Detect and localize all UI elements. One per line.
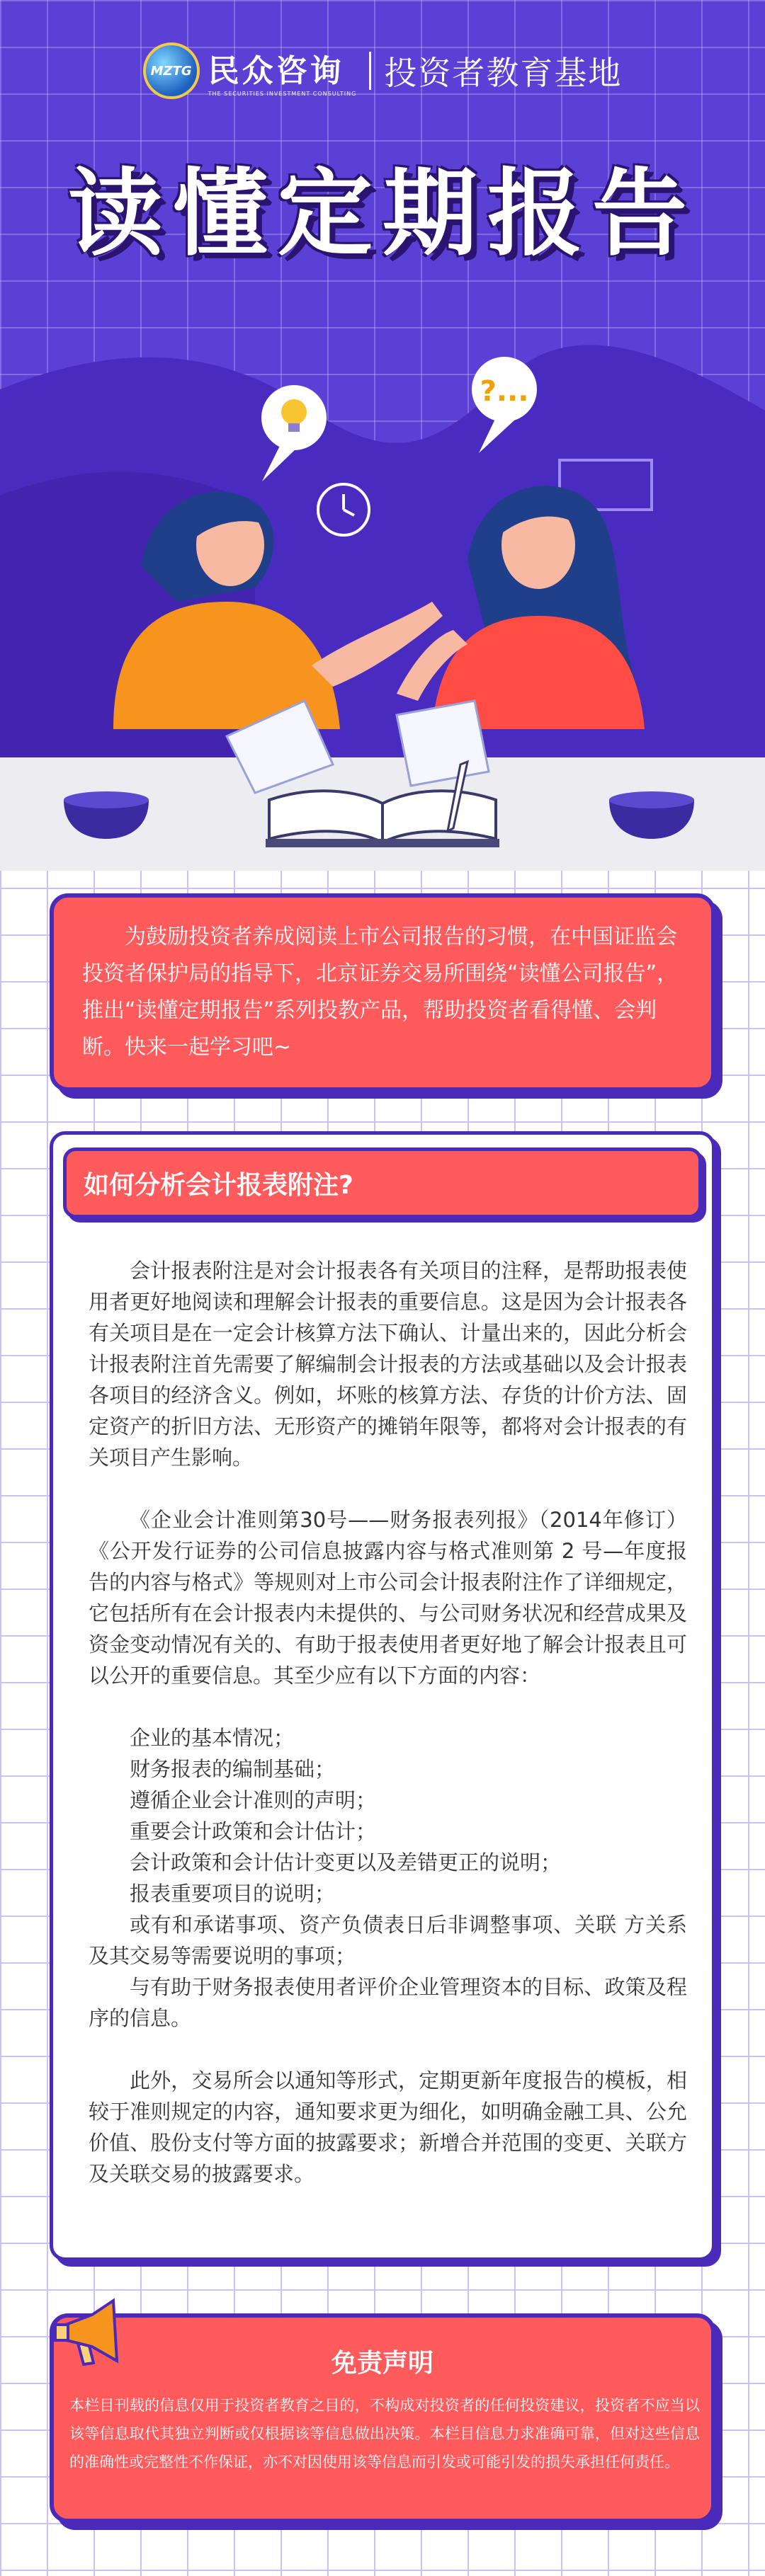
article-title: 如何分析会计报表附注? bbox=[84, 1170, 353, 1200]
logo-mark: MZTG bbox=[150, 63, 192, 79]
logo-globe-icon bbox=[143, 42, 200, 99]
brand-name: 民众咨询 bbox=[208, 52, 344, 89]
disclaimer-title: 免责声明 bbox=[331, 2349, 434, 2378]
list-item: 重要会计政策和会计估计； bbox=[130, 1819, 377, 1843]
article-paragraph-1: 会计报表附注是对会计报表各有关项目的注释，是帮助报表使用者更好地阅读和理解会计报表的重要信息。这是因为会计报表各有关项目是在一定会计核算方法下确认、计量出来的，因此分析会计报表附注首先需要了解编制会计报表的方法或基础以及会计报表各项目的经济含义。例如，坏账的核算方法、存货的计价方法、固定资产的折旧方法、无形资产的摊销年限等，都将对会计报表的有关项目产生影响。 bbox=[89, 1259, 687, 1470]
list-item: 会计政策和会计估计变更以及差错更正的说明； bbox=[130, 1850, 562, 1874]
article-body bbox=[89, 1255, 687, 2221]
paper-right bbox=[397, 701, 489, 786]
list-item: 遵循企业会计准则的声明； bbox=[130, 1788, 377, 1812]
intro-text: 为鼓励投资者养成阅读上市公司报告的习惯，在中国证监会投资者保护局的指导下，北京证券交易所围绕“读懂公司报告”，推出“读懂定期报告”系列投教产品，帮助投资者看得懂、会判断。快来一起学习吧~ bbox=[82, 925, 679, 1060]
page-title: 读懂定期报告 bbox=[67, 159, 697, 269]
hero-illustration bbox=[0, 333, 765, 871]
hero-banner bbox=[0, 0, 765, 871]
list-item: 财务报表的编制基础； bbox=[130, 1757, 336, 1781]
article-list bbox=[89, 1722, 687, 2034]
article-title-bar bbox=[63, 1147, 702, 1218]
brand-slogan: 投资者教育基地 bbox=[384, 54, 623, 92]
intro-card bbox=[50, 893, 715, 1092]
brand-logo bbox=[143, 42, 357, 99]
disclaimer-card bbox=[50, 2313, 715, 2523]
list-item: 报表重要项目的说明； bbox=[130, 1882, 336, 1906]
article-paragraph-2: 《企业会计准则第30号——财务报表列报》（2014年修订）《公开发行证券的公司信息披露内容与格式准则第 2 号—年度报告的内容与格式》等规则对上市公司会计报表附注作了详细规定，它包括所有在会计报表内未提供的、与公司财务状况和经营成果及资金变动情况有关的、有助于报表使用者更好地了解会计报表且可以公开的重要信息。其至少应有以下方面的内容： bbox=[89, 1508, 687, 1688]
list-item: 企业的基本情况； bbox=[130, 1726, 295, 1750]
article-paragraph-3: 此外，交易所会以通知等形式，定期更新年度报告的模板，相较于准则规定的内容，通知要求更为细化，如明确金融工具、公允价值、股份支付等方面的披露要求；新增合并范围的变更、关联方及关联交易的披露要求。 bbox=[89, 2068, 687, 2186]
bubble-question-text: ?... bbox=[480, 375, 529, 408]
disclaimer-text: 本栏目刊载的信息仅用于投资者教育之目的，不构成对投资者的任何投资建议，投资者不应当以该等信息取代其独立判断或仅根据该等信息做出决策。本栏目信息力求准确可靠，但对这些信息的准确性或完整性不作保证，亦不对因使用该等信息而引发或可能引发的损失承担任何责任。 bbox=[69, 2397, 700, 2471]
list-item: 与有助于财务报表使用者评价企业管理资本的目标、政策及程序的信息。 bbox=[89, 1975, 687, 2030]
brand-divider bbox=[369, 52, 371, 90]
article-card bbox=[50, 1131, 715, 2261]
brand-subtitle: THE SECURITIES INVESTMENT CONSULTING bbox=[208, 90, 357, 97]
list-item: 或有和承诺事项、资产负债表日后非调整事项、关联 方关系及其交易等需要说明的事项； bbox=[89, 1913, 687, 1968]
brand-header bbox=[0, 42, 765, 99]
